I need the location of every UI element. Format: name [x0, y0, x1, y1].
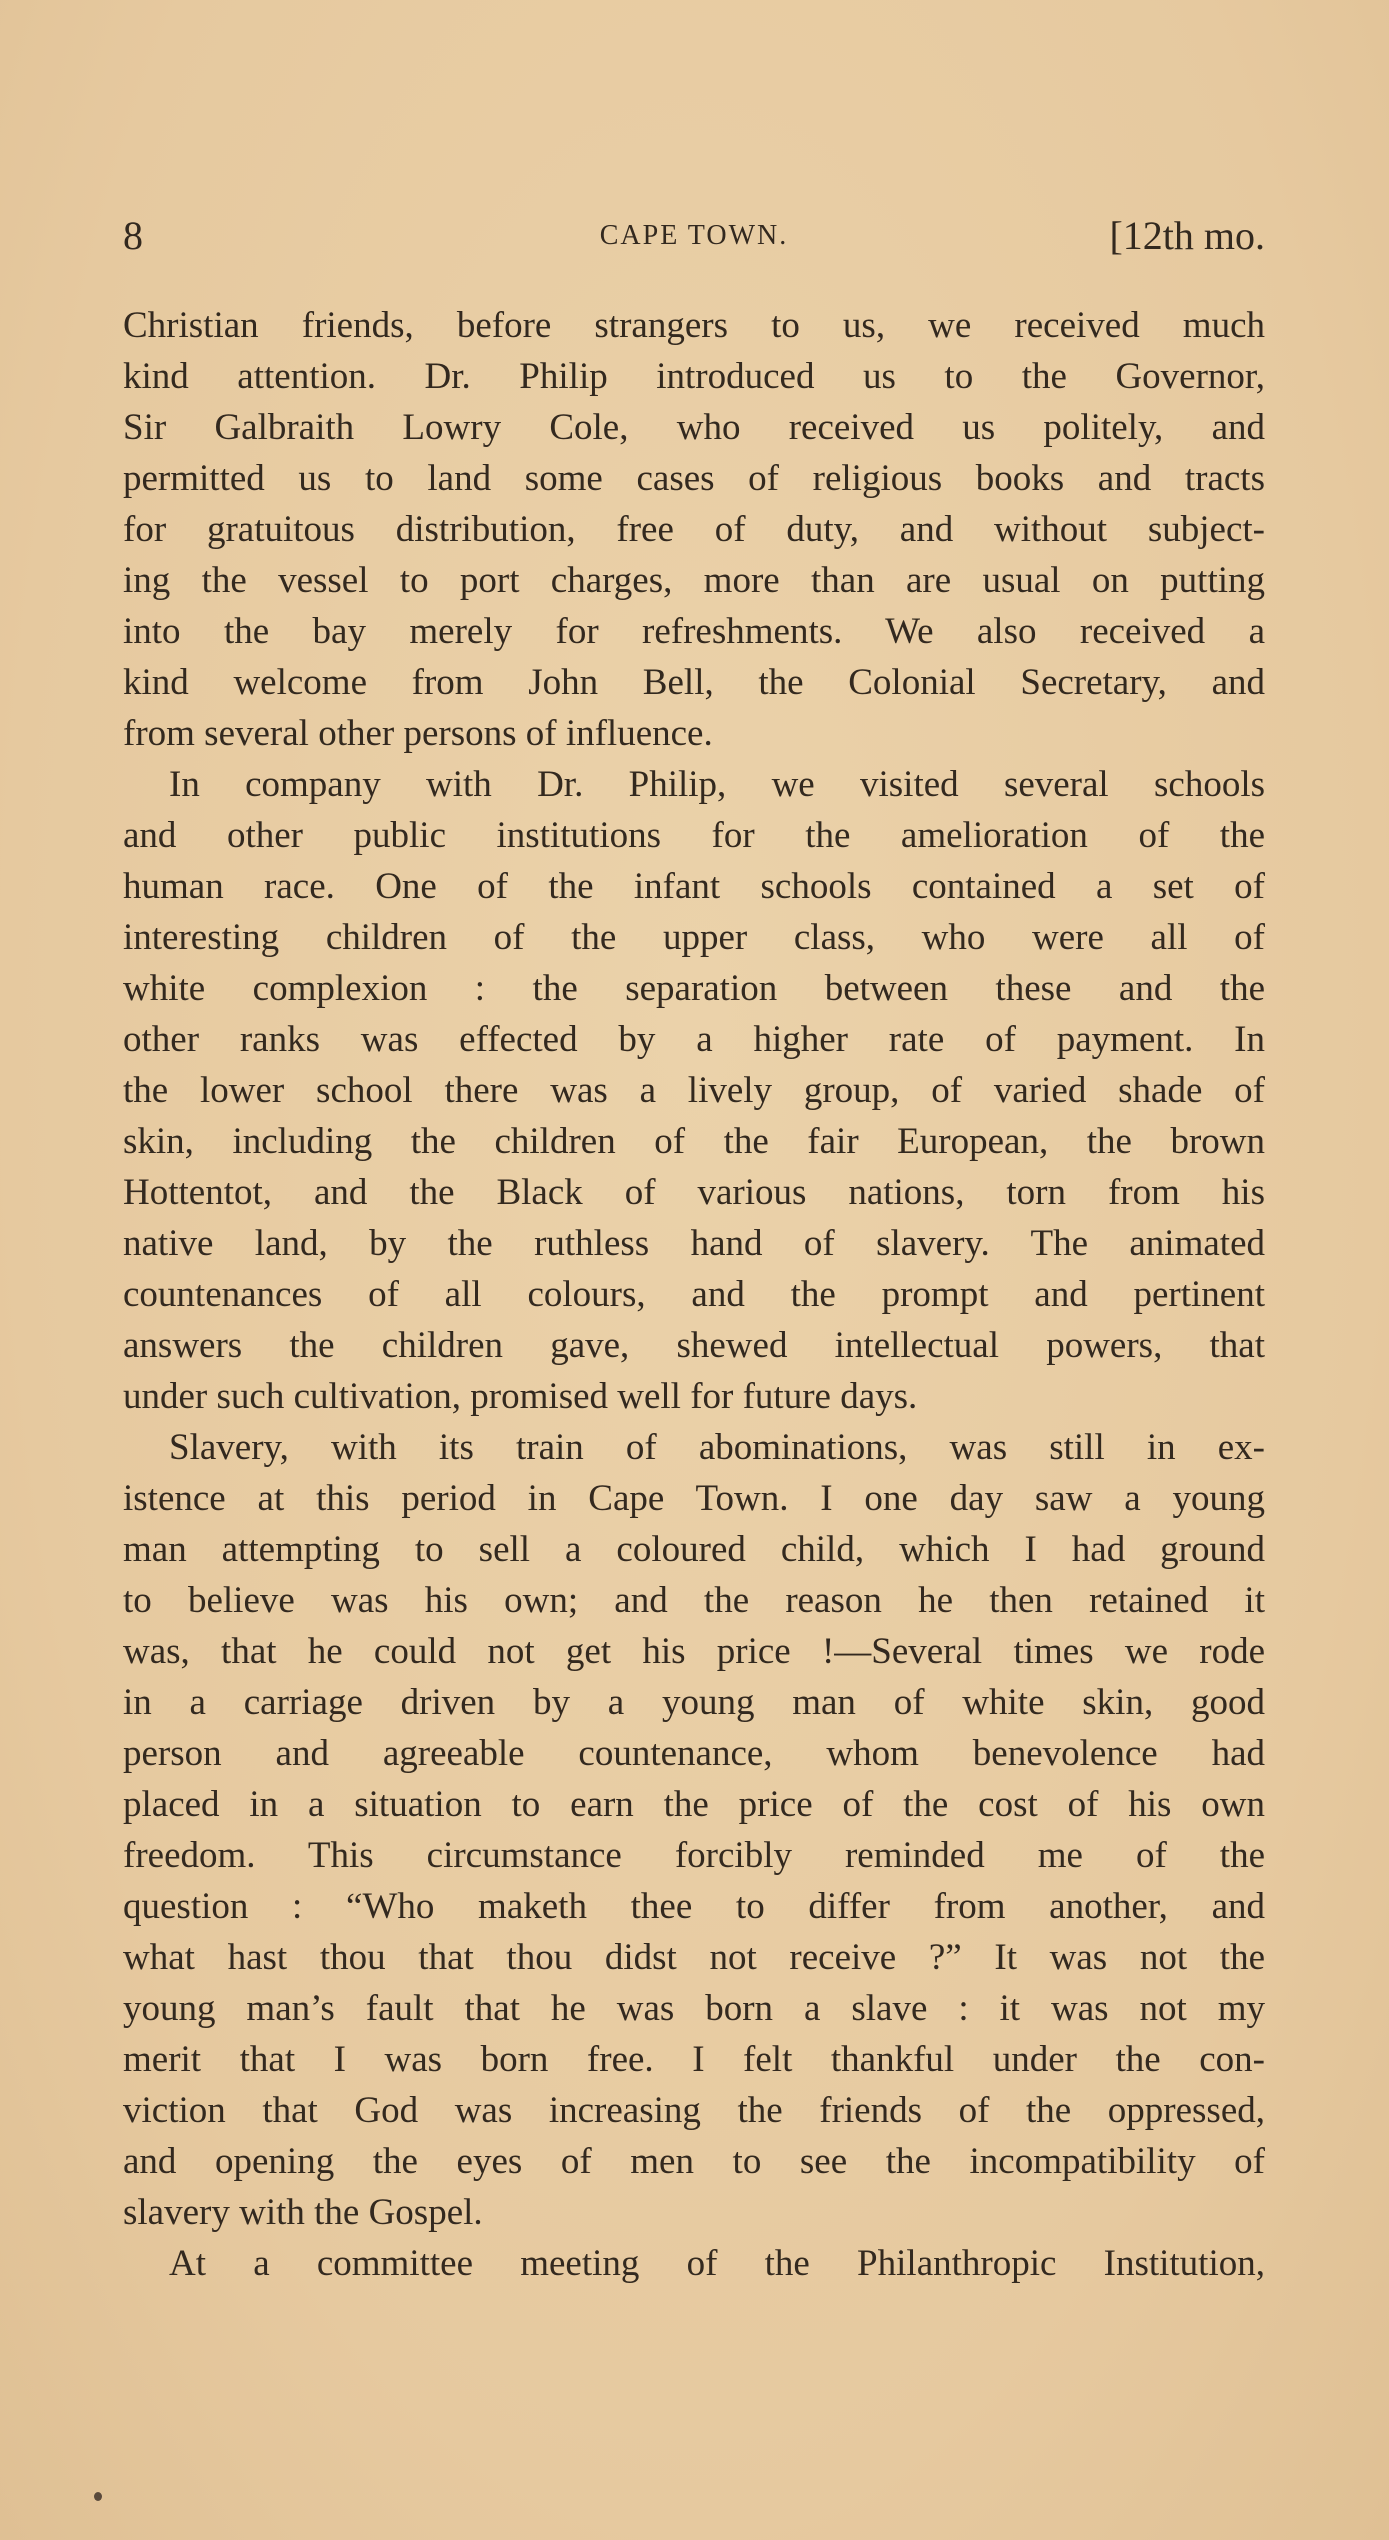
text-line: At a committee meeting of the Philanthropic Institution,: [169, 2243, 1265, 2284]
text-line: and opening the eyes of men to see the incompatibility of: [123, 2141, 1265, 2182]
text-line: skin, including the children of the fair European, the brown: [123, 1121, 1265, 1162]
page-body: [123, 300, 1265, 2289]
text-line: countenances of all colours, and the prompt and pertinent: [123, 1274, 1265, 1315]
text-line: other ranks was effected by a higher rate of payment. In: [123, 1019, 1265, 1060]
text-line: placed in a situation to earn the price of the cost of his own: [123, 1784, 1265, 1825]
text-line: ing the vessel to port charges, more than are usual on putting: [123, 560, 1265, 601]
text-line: permitted us to land some cases of religious books and tracts: [123, 458, 1265, 499]
text-line: to believe was his own; and the reason he then retained it: [123, 1580, 1265, 1621]
text-line: human race. One of the infant schools contained a set of: [123, 866, 1265, 907]
text-line: from several other persons of influence.: [123, 713, 713, 754]
text-line: young man’s fault that he was born a slave : it was not my: [123, 1988, 1265, 2029]
text-line: man attempting to sell a coloured child, which I had ground: [123, 1529, 1265, 1570]
text-line: answers the children gave, shewed intellectual powers, that: [123, 1325, 1265, 1366]
text-line: In company with Dr. Philip, we visited several schools: [169, 764, 1265, 805]
ink-speck: [94, 2492, 102, 2501]
text-line: istence at this period in Cape Town. I one day saw a young: [123, 1478, 1265, 1519]
text-line: what hast thou that thou didst not receive ?” It was not the: [123, 1937, 1265, 1978]
text-line: into the bay merely for refreshments. We also received a: [123, 611, 1265, 652]
text-line: the lower school there was a lively group, of varied shade of: [123, 1070, 1265, 1111]
text-line: and other public institutions for the amelioration of the: [123, 815, 1265, 856]
text-line: Christian friends, before strangers to us, we received much: [123, 305, 1265, 346]
text-line: for gratuitous distribution, free of duty, and without subject-: [123, 509, 1265, 550]
month-marker: [12th mo.: [1109, 213, 1265, 258]
text-line: kind attention. Dr. Philip introduced us to the Governor,: [123, 356, 1265, 397]
text-line: under such cultivation, promised well for future days.: [123, 1376, 918, 1417]
text-line: person and agreeable countenance, whom benevolence had: [123, 1733, 1265, 1774]
text-line: native land, by the ruthless hand of slavery. The animated: [123, 1223, 1265, 1264]
text-line: in a carriage driven by a young man of white skin, good: [123, 1682, 1265, 1723]
text-line: white complexion : the separation between these and the: [123, 968, 1265, 1009]
text-line: slavery with the Gospel.: [123, 2192, 483, 2233]
text-line: freedom. This circumstance forcibly reminded me of the: [123, 1835, 1265, 1876]
text-line: was, that he could not get his price !—Several times we rode: [123, 1631, 1265, 1672]
text-line: question : “Who maketh thee to differ from another, and: [123, 1886, 1265, 1927]
text-line: kind welcome from John Bell, the Colonial Secretary, and: [123, 662, 1265, 703]
text-line: merit that I was born free. I felt thankful under the con-: [123, 2039, 1265, 2080]
text-line: Slavery, with its train of abominations, was still in ex-: [169, 1427, 1265, 1468]
running-title: CAPE TOWN.: [599, 220, 789, 251]
running-header: [123, 212, 1265, 268]
text-line: Sir Galbraith Lowry Cole, who received us politely, and: [123, 407, 1265, 448]
page-number: 8: [123, 213, 143, 258]
text-line: viction that God was increasing the friends of the oppressed,: [123, 2090, 1265, 2131]
text-line: interesting children of the upper class, who were all of: [123, 917, 1265, 958]
text-line: Hottentot, and the Black of various nations, torn from his: [123, 1172, 1265, 1213]
